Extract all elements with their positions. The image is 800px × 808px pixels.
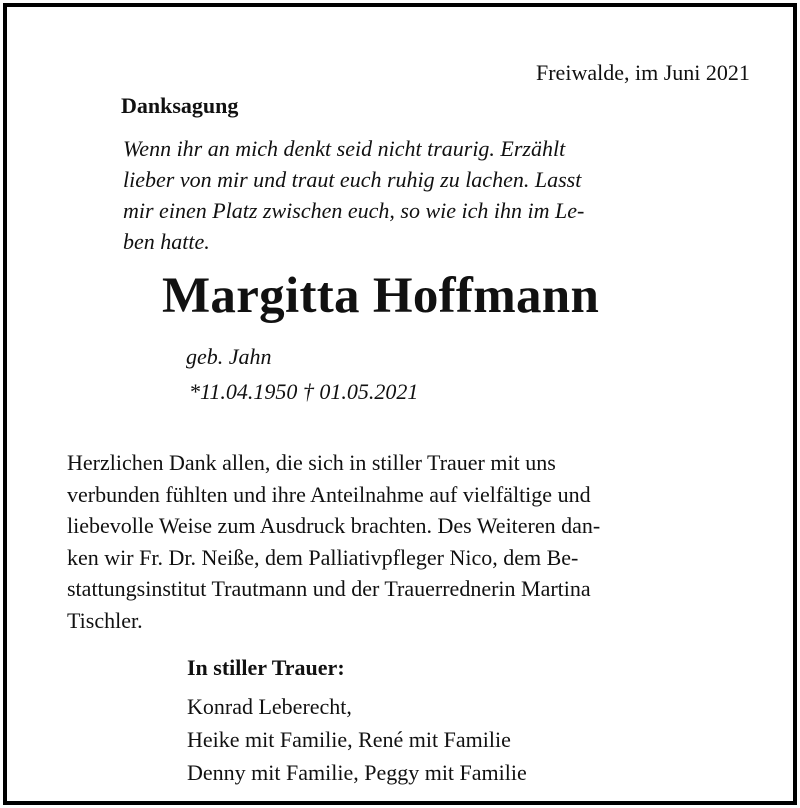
quote-line: lieber von mir und traut euch ruhig zu lachen. Lasst (123, 167, 582, 192)
thanks-line: Herzlichen Dank allen, die sich in stiller Trauer mit uns (67, 450, 556, 475)
quote-line: Wenn ihr an mich denkt seid nicht traurig. Erzählt (123, 136, 566, 161)
thanks-line: stattungsinstitut Trautmann und der Trauerrednerin Martina (67, 576, 591, 601)
notice-heading: Danksagung (121, 93, 239, 118)
deceased-name: Margitta Hoffmann (162, 268, 600, 324)
quote-line: ben hatte. (123, 229, 210, 254)
mourner-line: Heike mit Familie, René mit Familie (187, 727, 511, 752)
thanks-paragraph (67, 447, 600, 636)
mourner-line: Denny mit Familie, Peggy mit Familie (187, 760, 527, 785)
thanks-line: verbunden fühlten und ihre Anteilnahme auf vielfältige und (67, 481, 591, 507)
mourners-list (187, 690, 527, 789)
quote-line: mir einen Platz zwischen euch, so wie ich ihn im Le- (123, 198, 585, 223)
birth-name: geb. Jahn (186, 344, 272, 369)
thanks-line: ken wir Fr. Dr. Neiße, dem Palliativpfleger Nico, dem Be- (67, 544, 579, 570)
mourning-heading: In stiller Trauer: (187, 655, 345, 680)
obituary-notice (3, 3, 797, 805)
memorial-quote (123, 133, 584, 257)
thanks-line: liebevolle Weise zum Ausdruck brachten. Des Weiteren dan- (67, 513, 601, 538)
life-dates: *11.04.1950 † 01.05.2021 (189, 379, 419, 404)
thanks-line: Tischler. (67, 607, 143, 633)
place-date: Freiwalde, im Juni 2021 (536, 60, 750, 85)
mourner-line: Konrad Leberecht, (187, 694, 352, 719)
